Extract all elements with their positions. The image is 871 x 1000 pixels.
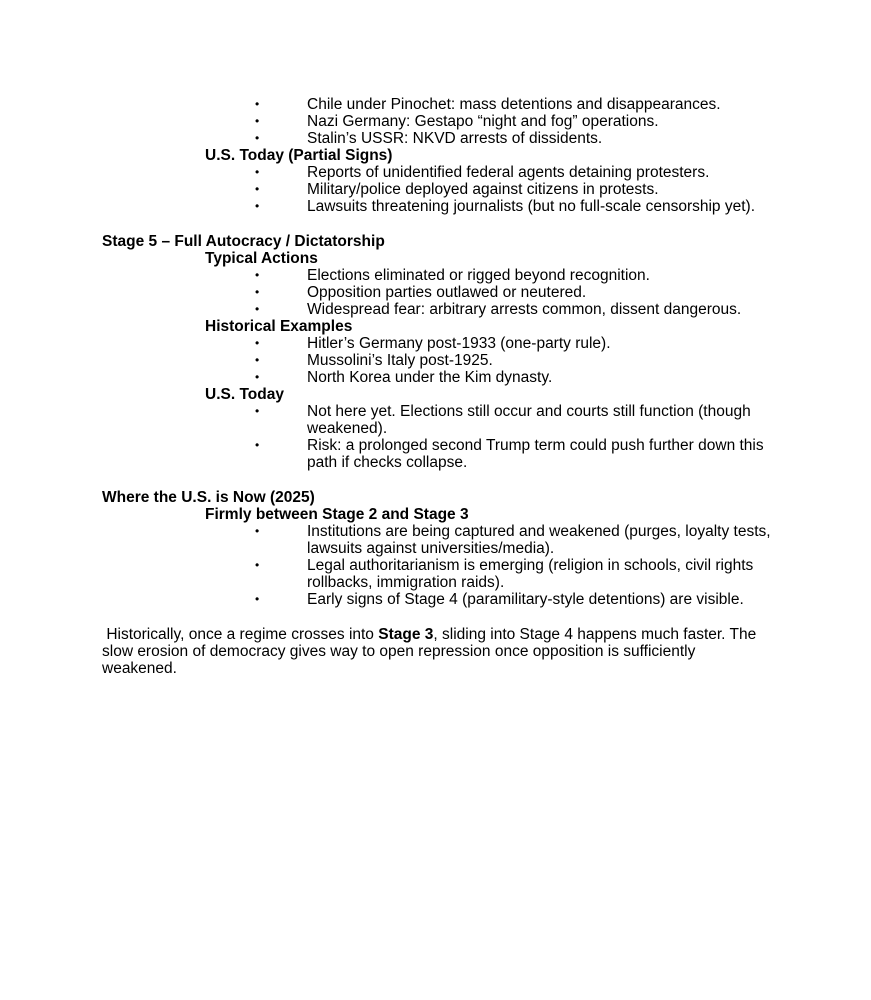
closing-paragraph: Historically, once a regime crosses into Stage 3, sliding into Stage 4 happens much faster. The slow erosion of democracy gives way to open repression once opposition is sufficiently weakened.: [102, 626, 757, 677]
historical-examples-list-2: [0, 335, 871, 386]
stage3-emphasis: Stage 3: [378, 626, 434, 643]
bullet-icon: •: [255, 268, 260, 282]
bullet-icon: •: [255, 404, 260, 418]
list-item: • Opposition parties outlawed or neutered.: [255, 284, 587, 301]
list-item: • Elections eliminated or rigged beyond recognition.: [255, 267, 650, 284]
bullet-icon: •: [255, 97, 260, 111]
bullet-icon: •: [255, 182, 260, 196]
list-item: • Mussolini’s Italy post-1925.: [255, 352, 493, 369]
bullet-icon: •: [255, 336, 260, 350]
list-item: • Not here yet. Elections still occur and courts still function (though weakened).: [255, 403, 751, 437]
bullet-icon: •: [255, 199, 260, 213]
bullet-icon: •: [255, 438, 260, 452]
where-now-title: Where the U.S. is Now (2025): [102, 489, 315, 506]
typical-actions-list: [0, 267, 871, 318]
historical-examples-list: [0, 96, 871, 147]
bullet-icon: •: [255, 285, 260, 299]
bullet-icon: •: [255, 592, 260, 606]
bullet-icon: •: [255, 114, 260, 128]
list-item: • Legal authoritarianism is emerging (religion in schools, civil rights rollbacks, immigration raids).: [255, 557, 754, 591]
us-partial-list: [0, 164, 871, 215]
historical-examples-heading: Historical Examples: [205, 318, 353, 335]
list-item: • Reports of unidentified federal agents detaining protesters.: [255, 164, 710, 181]
list-item: • Institutions are being captured and weakened (purges, loyalty tests, lawsuits against universities/media).: [255, 523, 771, 557]
list-item: • Military/police deployed against citizens in protests.: [255, 181, 659, 198]
us-today-list: [0, 403, 871, 471]
list-item: • North Korea under the Kim dynasty.: [255, 369, 553, 386]
typical-actions-heading: Typical Actions: [205, 250, 318, 267]
list-item: • Lawsuits threatening journalists (but no full-scale censorship yet).: [255, 198, 756, 215]
document-page: [0, 96, 871, 677]
list-item: • Nazi Germany: Gestapo “night and fog” operations.: [255, 113, 659, 130]
list-item: • Widespread fear: arbitrary arrests common, dissent dangerous.: [255, 301, 742, 318]
bullet-icon: •: [255, 524, 260, 538]
list-item: • Stalin’s USSR: NKVD arrests of dissidents.: [255, 130, 603, 147]
list-item: • Early signs of Stage 4 (paramilitary-style detentions) are visible.: [255, 591, 744, 608]
where-now-list: [0, 523, 871, 608]
list-item: • Chile under Pinochet: mass detentions and disappearances.: [255, 96, 721, 113]
stage5-title: Stage 5 – Full Autocracy / Dictatorship: [102, 233, 385, 250]
bullet-icon: •: [255, 131, 260, 145]
list-item: • Risk: a prolonged second Trump term could push further down this path if checks collapse.: [255, 437, 764, 471]
bullet-icon: •: [255, 370, 260, 384]
us-partial-heading: U.S. Today (Partial Signs): [205, 147, 393, 164]
where-now-subheading: Firmly between Stage 2 and Stage 3: [205, 506, 469, 523]
bullet-icon: •: [255, 353, 260, 367]
bullet-icon: •: [255, 302, 260, 316]
list-item: • Hitler’s Germany post-1933 (one-party rule).: [255, 335, 611, 352]
bullet-icon: •: [255, 165, 260, 179]
bullet-icon: •: [255, 558, 260, 572]
us-today-heading: U.S. Today: [205, 386, 284, 403]
